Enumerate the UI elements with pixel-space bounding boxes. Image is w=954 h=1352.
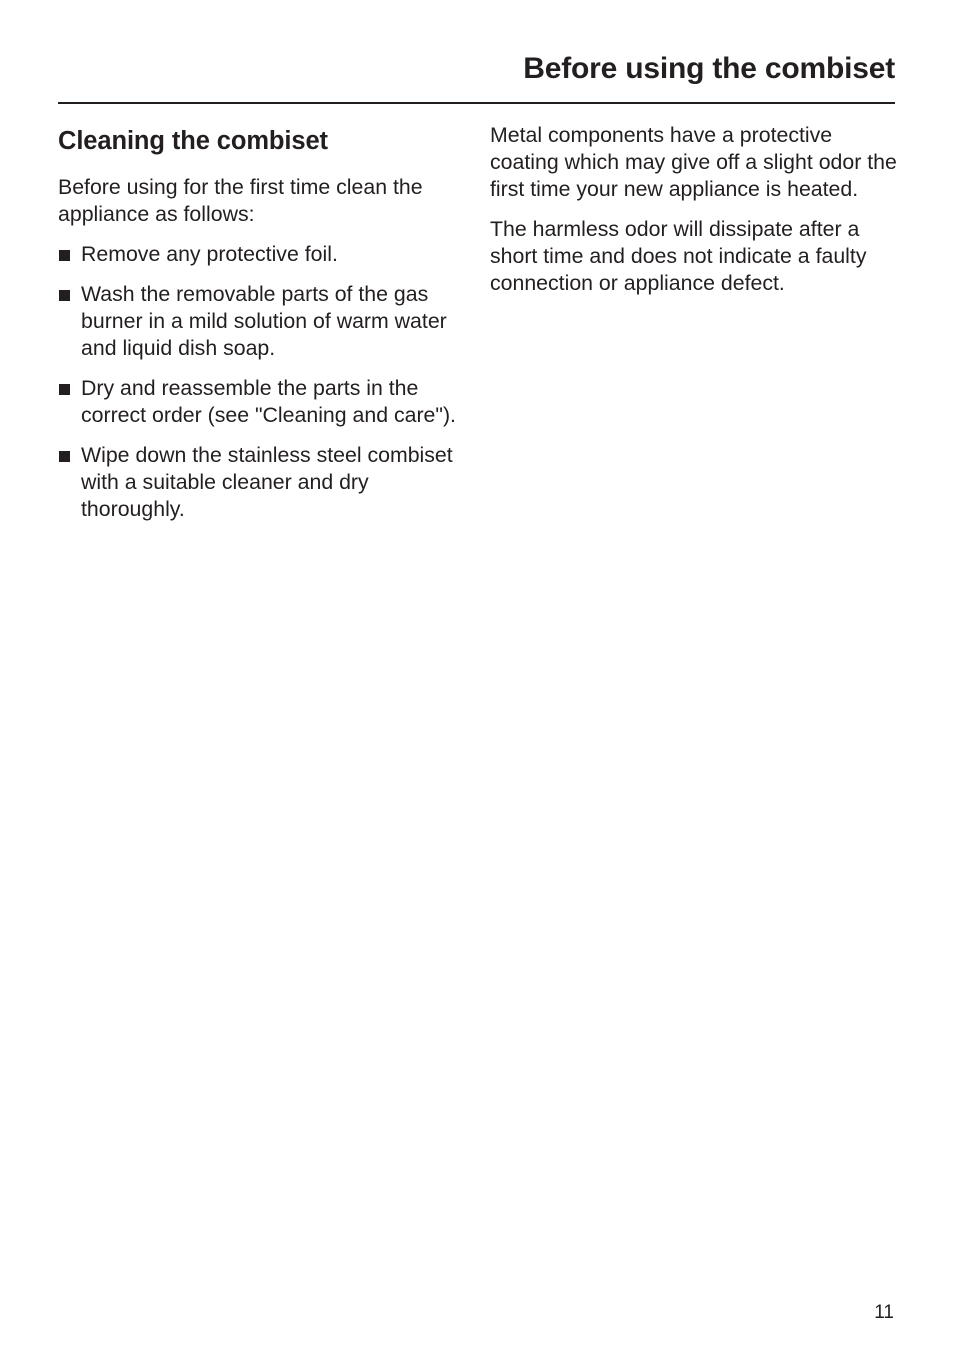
list-item-text: Wash the removable parts of the gas burner in a mild solution of warm water and liquid dish soap.: [81, 282, 447, 360]
square-bullet-icon: [59, 384, 70, 395]
right-column: [490, 122, 900, 310]
square-bullet-icon: [59, 451, 70, 462]
list-item: [58, 442, 463, 523]
section-heading: Cleaning the combiset: [58, 127, 328, 155]
cleaning-steps-list: [58, 241, 463, 523]
square-bullet-icon: [59, 250, 70, 261]
odor-dissipation-paragraph: The harmless odor will dissipate after a short time and does not indicate a faulty connection or appliance defect.: [490, 217, 867, 295]
list-item-text: Dry and reassemble the parts in the correct order (see "Cleaning and care").: [81, 376, 456, 427]
list-item-text: Remove any protective foil.: [81, 242, 338, 266]
page-title: Before using the combiset: [523, 52, 895, 85]
square-bullet-icon: [59, 290, 70, 301]
odor-info-paragraph: Metal components have a protective coating which may give off a slight odor the first time your new appliance is heated.: [490, 123, 897, 201]
left-column: [58, 122, 463, 536]
page-header: [58, 50, 895, 104]
intro-paragraph: Before using for the first time clean the appliance as follows:: [58, 175, 423, 226]
page-number: 11: [874, 1302, 894, 1323]
list-item: [58, 241, 463, 268]
list-item: [58, 281, 463, 362]
list-item: [58, 375, 463, 429]
list-item-text: Wipe down the stainless steel combiset with a suitable cleaner and dry thoroughly.: [81, 443, 453, 521]
